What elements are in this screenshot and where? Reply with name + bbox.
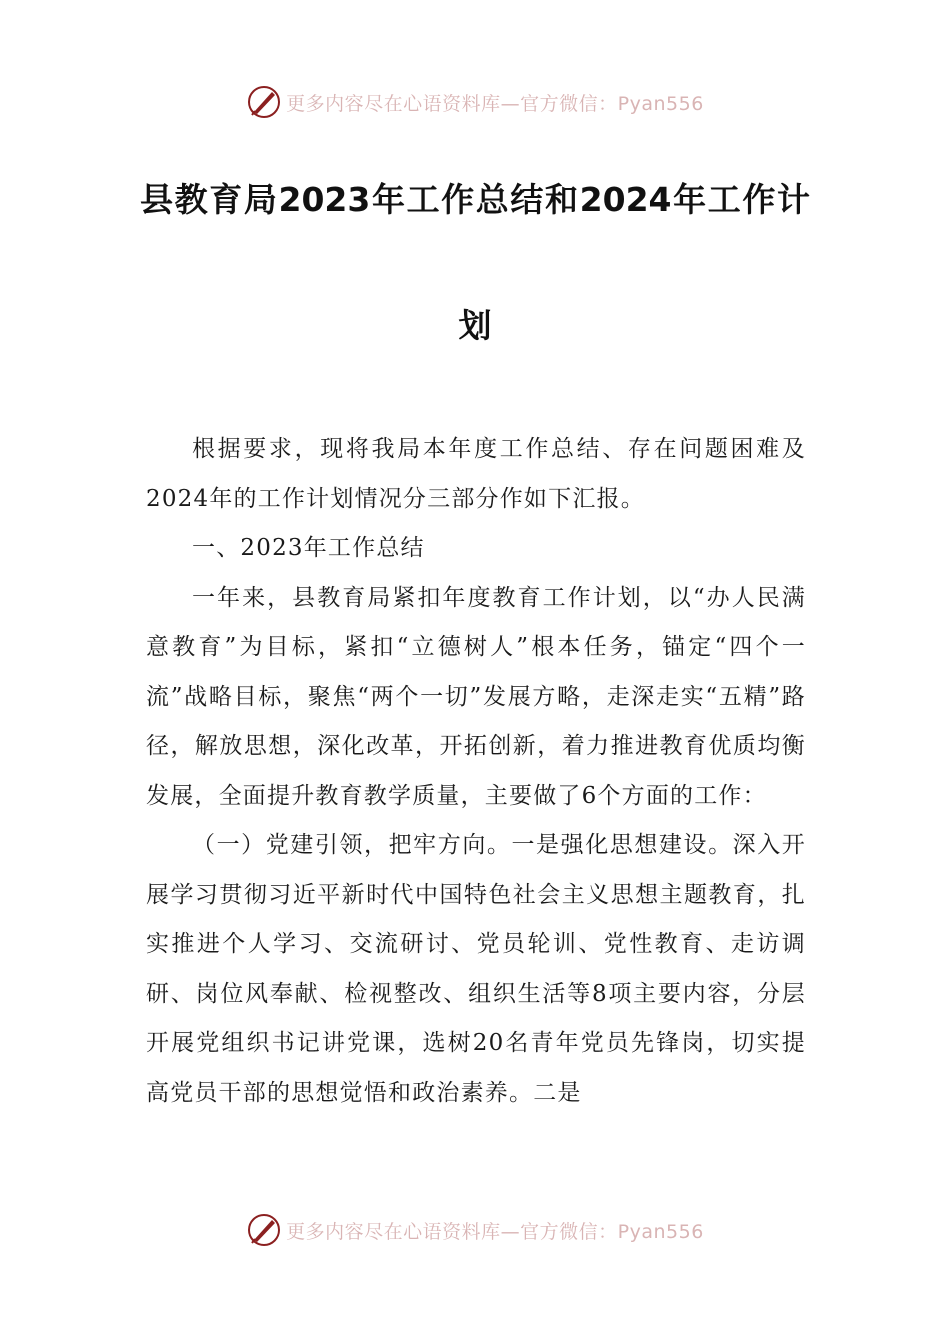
- paragraph-intro: 根据要求，现将我局本年度工作总结、存在问题困难及2024年的工作计划情况分三部分作如下汇报。: [146, 436, 806, 512]
- watermark-banner-top: [0, 82, 950, 122]
- quill-logo-icon: [246, 1212, 282, 1248]
- document-title-line2: 划: [458, 306, 492, 345]
- document-body: [146, 425, 806, 1118]
- paragraph-party-building: （一）党建引领，把牢方向。一是强化思想建设。深入开展学习贯彻习近平新时代中国特色社会主义思想主题教育，扎实推进个人学习、交流研讨、党员轮训、党性教育、走访调研、岗位风奉献、检视整改、组织生活等8项主要内容，分层开展党组织书记讲党课，选树20名青年党员先锋岗，切实提高党员干部的思想觉悟和政治素养。二是: [146, 832, 806, 1106]
- section-heading: 一、2023年工作总结: [192, 535, 425, 561]
- watermark-banner-bottom: [0, 1210, 950, 1250]
- paragraph-summary: 一年来，县教育局紧扣年度教育工作计划，以“办人民满意教育”为目标，紧扣“立德树人”根本任务，锚定“四个一流”战略目标，聚焦“两个一切”发展方略，走深走实“五精”路径，解放思想，深化改革，开拓创新，着力推进教育优质均衡发展，全面提升教育教学质量，主要做了6个方面的工作：: [146, 584, 806, 809]
- quill-logo-icon: [246, 84, 282, 120]
- watermark-text: 更多内容尽在心语资料库—官方微信：Pyan556: [286, 92, 704, 115]
- watermark-text: 更多内容尽在心语资料库—官方微信：Pyan556: [286, 1220, 704, 1243]
- document-title-line1: 县教育局2023年工作总结和2024年工作计: [140, 180, 810, 219]
